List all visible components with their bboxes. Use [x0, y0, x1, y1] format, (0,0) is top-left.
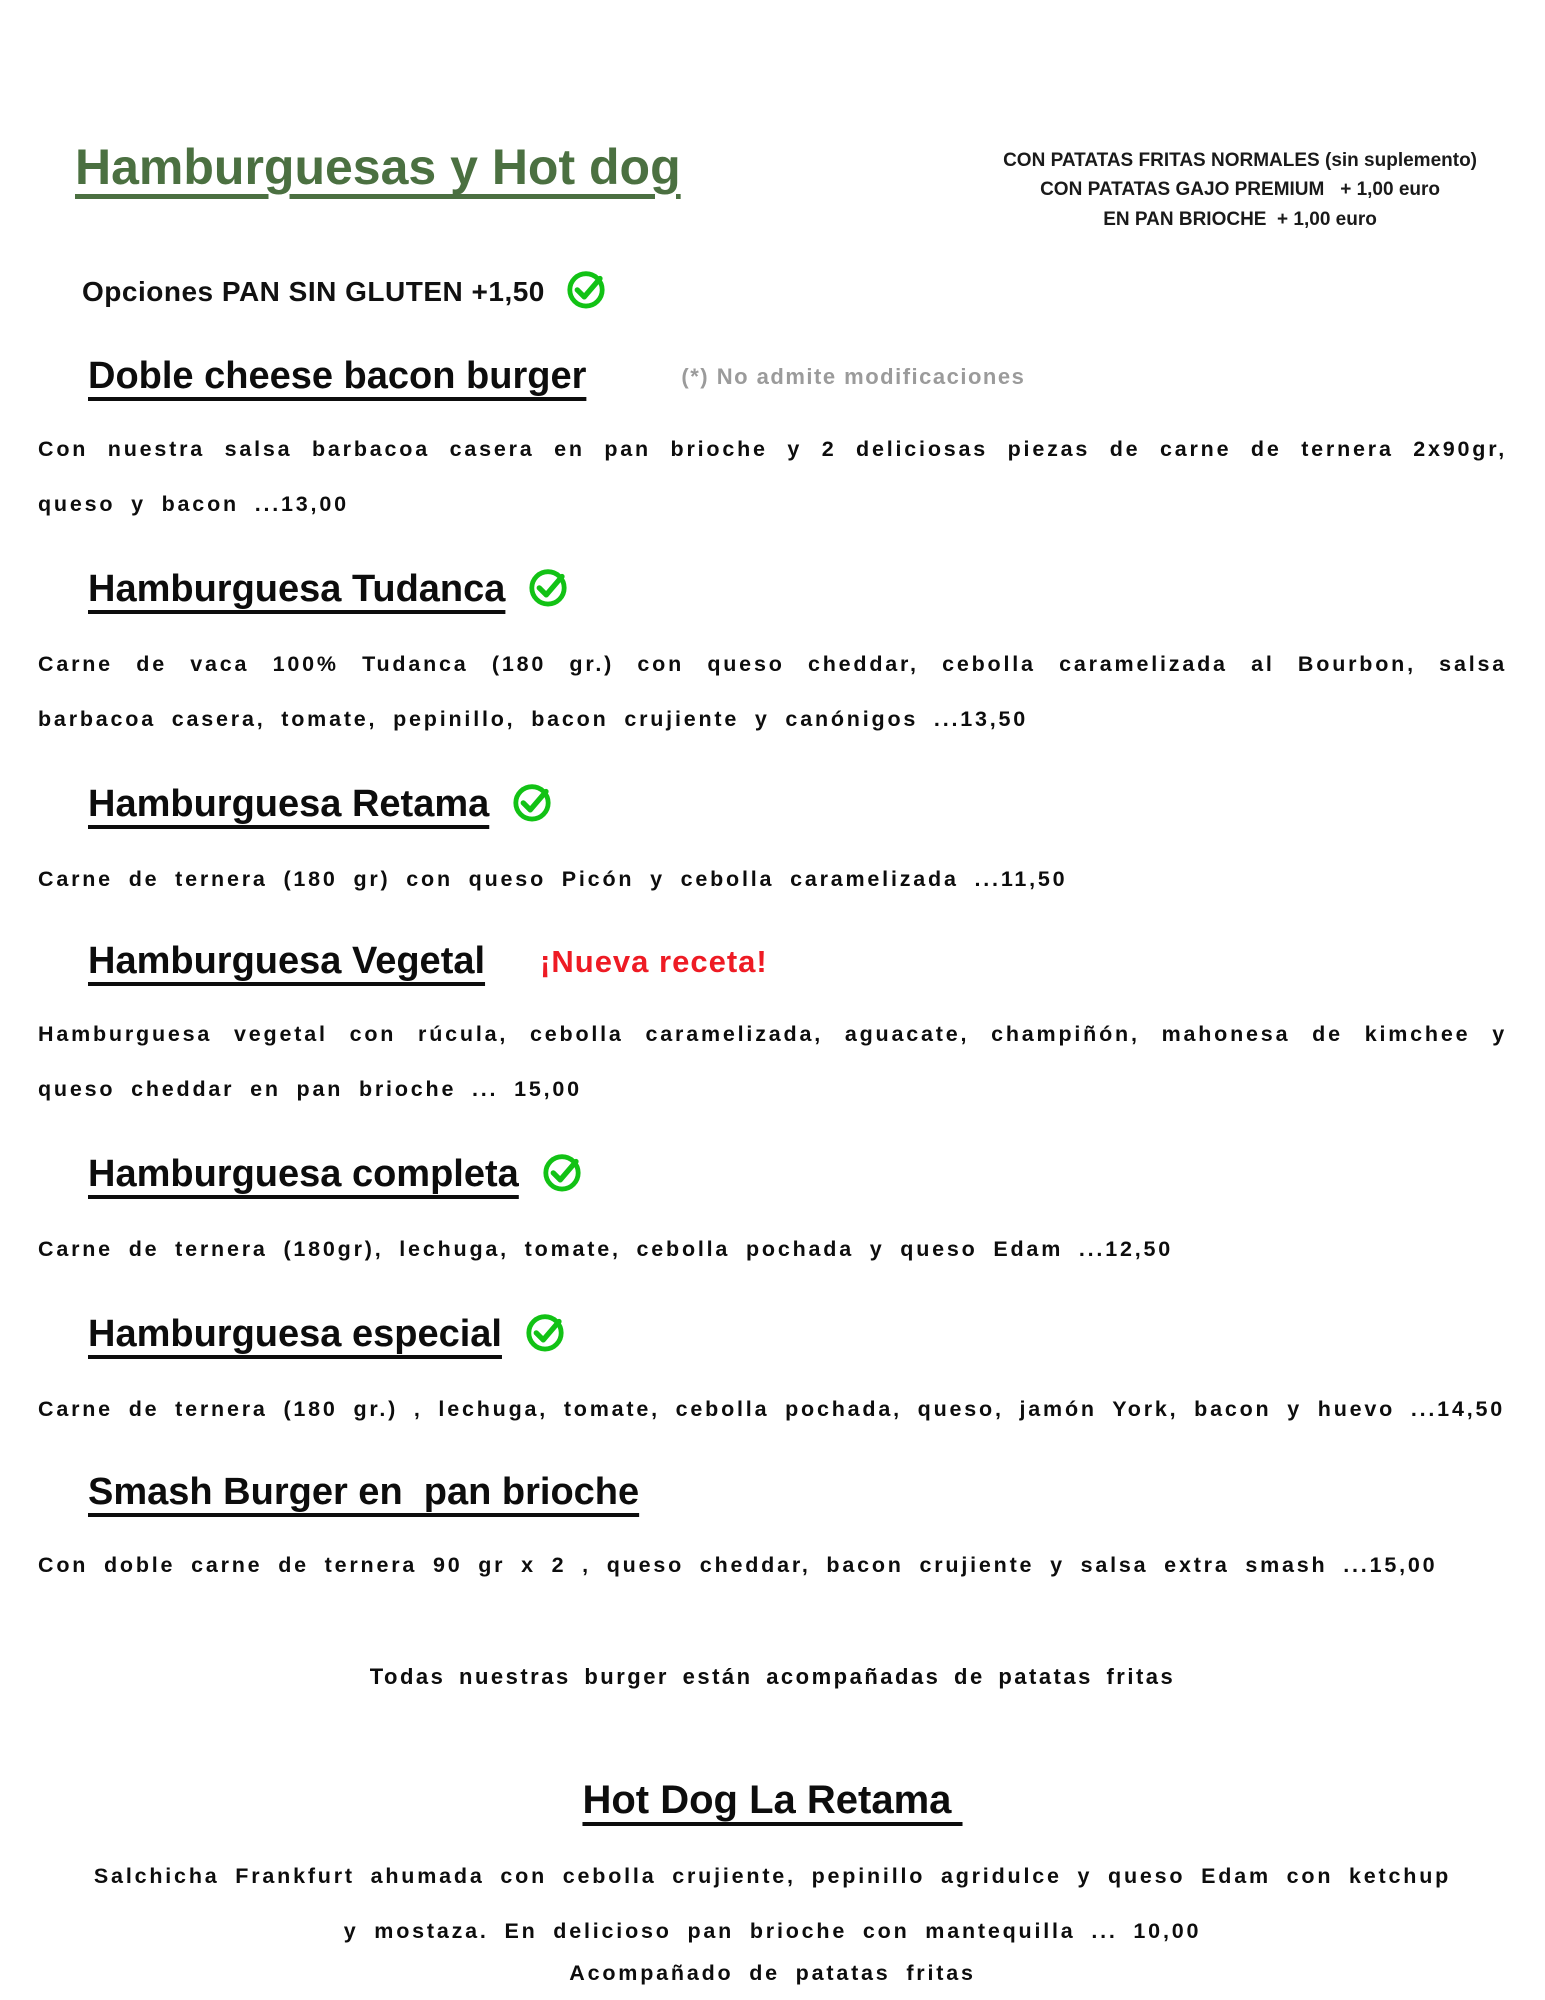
- item-description: Hamburguesa vegetal con rúcula, cebolla caramelizada, aguacate, champiñón, mahonesa de kimchee y queso cheddar en pan brioche ... 15,00: [38, 1022, 1507, 1102]
- hotdog-section-title: Hot Dog La Retama: [582, 1778, 963, 1823]
- check-icon: [565, 268, 607, 315]
- menu-item-header: [88, 355, 1507, 398]
- item-note: (*) No admite modificaciones: [681, 363, 1026, 389]
- item-name: Hamburguesa completa: [88, 1153, 519, 1195]
- page-header: [38, 0, 1507, 234]
- menu-item: [38, 940, 1507, 1117]
- item-name: Hamburguesa Retama: [88, 782, 490, 825]
- menu-item: [38, 1151, 1507, 1277]
- supplement-note-line: EN PAN BRIOCHE + 1,00 euro: [1103, 208, 1377, 230]
- menu-items: [38, 355, 1507, 1592]
- item-description: Carne de ternera (180 gr.) , lechuga, tomate, cebolla pochada, queso, jamón York, bacon y huevo ...14,50: [38, 1396, 1505, 1421]
- item-description: Carne de vaca 100% Tudanca (180 gr.) con queso cheddar, cebolla caramelizada al Bourbon, salsa barbacoa casera, tomate, pepinillo, bacon crujiente y canónigos ...13,50: [38, 651, 1507, 731]
- item-description: Con doble carne de ternera 90 gr x 2 , queso cheddar, bacon crujiente y salsa extra smash ...15,00: [38, 1552, 1438, 1577]
- menu-item-header: [88, 566, 1507, 613]
- menu-item-header: [88, 781, 1507, 828]
- item-description: Con nuestra salsa barbacoa casera en pan brioche y 2 deliciosas piezas de carne de ternera 2x90gr, queso y bacon ...13,00: [38, 437, 1507, 517]
- menu-item: [38, 1311, 1507, 1437]
- menu-item-header: [88, 1151, 1507, 1198]
- item-name: Doble cheese bacon burger: [88, 355, 587, 398]
- supplement-note-line: CON PATATAS GAJO PREMIUM + 1,00 euro: [1040, 179, 1440, 201]
- check-icon: [511, 781, 553, 828]
- menu-item: [38, 566, 1507, 747]
- new-recipe-label: ¡Nueva receta!: [540, 943, 768, 979]
- supplement-note-line: CON PATATAS FRITAS NORMALES (sin suplemento): [1003, 150, 1477, 171]
- item-name: Hamburguesa Vegetal: [88, 940, 486, 983]
- hotdog-extra-note: Acompañado de patatas fritas: [569, 1961, 976, 1986]
- item-description: Carne de ternera (180 gr) con queso Picón y cebolla caramelizada ...11,50: [38, 866, 1068, 891]
- gluten-free-label: Opciones PAN SIN GLUTEN +1,50: [82, 275, 545, 307]
- item-name: Hamburguesa Tudanca: [88, 567, 506, 610]
- menu-item-header: [88, 940, 1507, 983]
- all-burgers-note: Todas nuestras burger están acompañadas de patatas fritas: [369, 1664, 1176, 1690]
- menu-item: [38, 781, 1507, 907]
- item-name: Smash Burger en pan brioche: [88, 1470, 640, 1513]
- menu-item-header: [88, 1471, 1507, 1514]
- menu-item: [38, 1471, 1507, 1593]
- page-title: Hamburguesas y Hot dog: [75, 139, 681, 195]
- item-name: Hamburguesa especial: [88, 1312, 502, 1355]
- check-icon: [527, 566, 569, 613]
- menu-item-header: [88, 1311, 1507, 1358]
- check-icon: [541, 1151, 583, 1198]
- supplement-notes: [1003, 146, 1477, 234]
- item-description: Carne de ternera (180gr), lechuga, tomate, cebolla pochada y queso Edam ...12,50: [38, 1237, 1174, 1261]
- menu-item: [38, 355, 1507, 532]
- check-icon: [524, 1311, 566, 1358]
- hotdog-description: Salchicha Frankfurt ahumada con cebolla crujiente, pepinillo agridulce y queso Edam con ketchup y mostaza. En delicioso pan brioche con mantequilla ... 10,00: [93, 1864, 1452, 1944]
- gluten-free-option: [82, 268, 1507, 315]
